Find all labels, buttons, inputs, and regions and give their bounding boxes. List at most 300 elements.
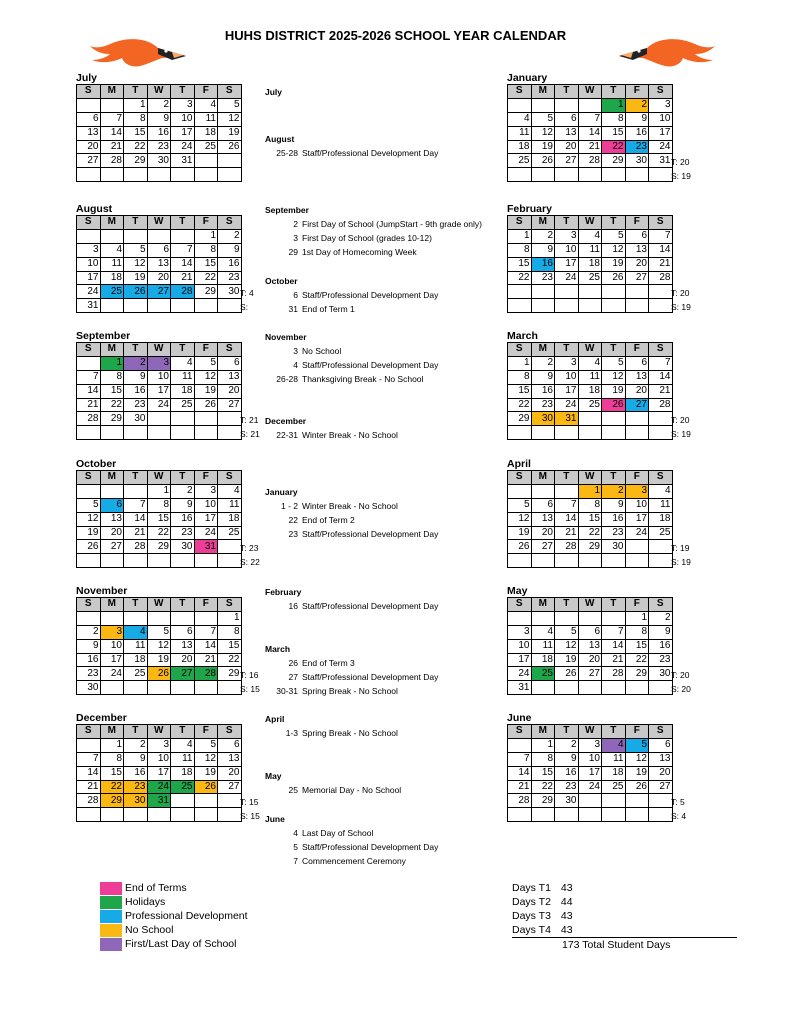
weekday-header: S — [508, 343, 532, 357]
day-cell — [508, 611, 532, 625]
day-cell: 7 — [578, 112, 602, 126]
day-cell: 19 — [194, 766, 218, 780]
day-cell: 28 — [508, 794, 532, 808]
day-cell: 12 — [124, 257, 148, 271]
legend-swatch — [100, 882, 122, 895]
legend-swatch — [100, 924, 122, 937]
day-cell: 10 — [625, 498, 649, 512]
legend-swatch — [100, 896, 122, 909]
day-cell: 22 — [147, 526, 171, 540]
day-cell — [531, 484, 555, 498]
day-cell: 9 — [649, 625, 673, 639]
day-cell: 14 — [77, 766, 101, 780]
day-cell — [508, 98, 532, 112]
event-text: Spring Break - No School — [302, 686, 398, 696]
event-month-heading: June — [265, 814, 285, 824]
event-text: Staff/Professional Development Day — [302, 842, 439, 852]
event-item — [262, 373, 423, 385]
month-name: May — [507, 585, 528, 597]
day-cell — [578, 426, 602, 440]
day-cell: 21 — [602, 653, 626, 667]
month-grid — [76, 84, 242, 182]
day-cell — [602, 808, 626, 822]
day-cell: 30 — [531, 412, 555, 426]
day-cell: 13 — [555, 126, 579, 140]
day-cell: 17 — [77, 271, 101, 285]
teacher-days-count: T: 21 — [240, 414, 259, 425]
day-cell: 4 — [218, 484, 242, 498]
month-name: January — [507, 72, 548, 84]
weekday-header: S — [649, 343, 673, 357]
day-cell: 13 — [218, 752, 242, 766]
day-cell: 2 — [124, 738, 148, 752]
day-cell: 17 — [508, 653, 532, 667]
day-cell: 17 — [555, 384, 579, 398]
day-cell: 18 — [124, 653, 148, 667]
weekday-header: W — [147, 343, 171, 357]
day-cell: 21 — [649, 384, 673, 398]
day-cell: 17 — [100, 653, 124, 667]
day-cell: 7 — [124, 498, 148, 512]
day-cell: 29 — [147, 540, 171, 554]
day-cell: 27 — [171, 667, 195, 681]
day-cell: 7 — [649, 356, 673, 370]
weekday-header: T — [602, 471, 626, 485]
day-cell: 25 — [124, 667, 148, 681]
day-cell — [77, 426, 101, 440]
weekday-header: T — [555, 343, 579, 357]
day-cell: 30 — [147, 154, 171, 168]
day-cell — [194, 154, 218, 168]
month-january — [507, 72, 673, 182]
day-cell: 10 — [555, 370, 579, 384]
day-cell: 22 — [508, 271, 532, 285]
event-item — [262, 841, 438, 853]
day-cell: 7 — [649, 229, 673, 243]
day-cell: 6 — [218, 738, 242, 752]
weekday-header: W — [147, 725, 171, 739]
day-cell — [124, 808, 148, 822]
weekday-header: M — [100, 216, 124, 230]
day-cell: 28 — [100, 154, 124, 168]
day-cell — [625, 808, 649, 822]
event-text: Staff/Professional Development Day — [302, 360, 439, 370]
day-cell: 10 — [147, 752, 171, 766]
day-cell: 18 — [171, 384, 195, 398]
day-cell: 16 — [649, 639, 673, 653]
event-text: End of Term 1 — [302, 304, 355, 314]
event-month-heading: October — [265, 276, 298, 286]
weekday-header: T — [124, 343, 148, 357]
day-cell: 10 — [555, 243, 579, 257]
day-cell: 6 — [100, 498, 124, 512]
day-cell: 17 — [147, 766, 171, 780]
event-item — [262, 855, 406, 867]
weekday-header: W — [578, 598, 602, 612]
day-cell: 21 — [171, 271, 195, 285]
day-cell: 11 — [508, 126, 532, 140]
day-cell: 11 — [171, 370, 195, 384]
weekday-header: T — [124, 598, 148, 612]
day-cell: 14 — [555, 512, 579, 526]
day-cell: 3 — [555, 356, 579, 370]
event-item — [262, 784, 401, 796]
legend-item — [100, 881, 248, 895]
month-grid — [76, 724, 242, 822]
day-cell — [555, 168, 579, 182]
event-text: Last Day of School — [302, 828, 374, 838]
day-cell: 19 — [218, 126, 242, 140]
day-cell: 12 — [531, 126, 555, 140]
day-cell: 27 — [555, 154, 579, 168]
student-days-count: S: 15 — [240, 683, 260, 694]
day-cell: 11 — [531, 639, 555, 653]
day-cell — [602, 299, 626, 313]
day-cell: 9 — [531, 243, 555, 257]
legend-label: No School — [125, 924, 174, 936]
event-month-heading: August — [265, 134, 295, 144]
day-cell: 20 — [625, 257, 649, 271]
day-cell: 29 — [218, 667, 242, 681]
day-cell: 21 — [555, 526, 579, 540]
day-cell — [77, 484, 101, 498]
weekday-header: S — [508, 725, 532, 739]
day-cell — [100, 299, 124, 313]
day-cell: 27 — [77, 154, 101, 168]
student-days-count: S: 20 — [671, 683, 691, 694]
weekday-header: S — [508, 598, 532, 612]
month-grid — [76, 470, 242, 568]
weekday-header: S — [508, 471, 532, 485]
day-cell: 30 — [77, 681, 101, 695]
event-month-heading: September — [265, 205, 309, 215]
day-cell: 10 — [578, 752, 602, 766]
day-cell: 19 — [508, 526, 532, 540]
day-cell: 5 — [531, 112, 555, 126]
day-cell — [625, 426, 649, 440]
day-cell: 31 — [171, 154, 195, 168]
day-cell: 21 — [77, 398, 101, 412]
event-month-heading: July — [265, 87, 283, 97]
day-cell: 20 — [171, 653, 195, 667]
day-cell — [508, 554, 532, 568]
day-cell — [649, 168, 673, 182]
day-cell: 22 — [100, 780, 124, 794]
event-item — [262, 514, 355, 526]
day-cell: 17 — [555, 257, 579, 271]
day-cell: 20 — [218, 384, 242, 398]
day-cell: 13 — [625, 370, 649, 384]
day-cell: 31 — [147, 794, 171, 808]
day-cell: 11 — [124, 639, 148, 653]
event-item — [262, 345, 341, 357]
day-cell — [531, 168, 555, 182]
day-cell — [100, 554, 124, 568]
day-cell: 24 — [171, 140, 195, 154]
day-cell: 7 — [100, 112, 124, 126]
day-cell: 8 — [625, 625, 649, 639]
day-cell: 15 — [508, 257, 532, 271]
day-cell: 20 — [649, 766, 673, 780]
day-cell: 24 — [625, 526, 649, 540]
month-grid — [76, 215, 242, 313]
day-cell: 29 — [100, 794, 124, 808]
weekday-header: T — [171, 343, 195, 357]
weekday-header: W — [147, 85, 171, 99]
day-cell: 3 — [100, 625, 124, 639]
day-cell: 20 — [100, 526, 124, 540]
weekday-header: T — [555, 725, 579, 739]
event-item — [262, 218, 482, 230]
weekday-header: S — [77, 343, 101, 357]
day-cell — [555, 299, 579, 313]
day-cell — [218, 540, 242, 554]
event-date: 3 — [293, 346, 298, 356]
event-date: 31 — [288, 304, 298, 314]
legend-swatch — [100, 938, 122, 951]
day-cell: 16 — [77, 653, 101, 667]
weekday-header: M — [531, 725, 555, 739]
day-cell — [578, 794, 602, 808]
weekday-header: T — [555, 598, 579, 612]
day-cell — [625, 285, 649, 299]
month-name: September — [76, 330, 131, 342]
day-cell: 15 — [625, 639, 649, 653]
weekday-header: F — [625, 216, 649, 230]
month-february — [507, 203, 673, 313]
day-cell: 14 — [649, 370, 673, 384]
event-item — [262, 359, 438, 371]
month-name: February — [507, 203, 552, 215]
day-cell: 19 — [602, 257, 626, 271]
day-cell: 12 — [194, 370, 218, 384]
day-cell: 29 — [578, 540, 602, 554]
day-cell: 26 — [602, 271, 626, 285]
day-cell: 16 — [124, 384, 148, 398]
day-cell: 14 — [578, 126, 602, 140]
day-cell: 3 — [578, 738, 602, 752]
legend — [100, 881, 248, 951]
day-cell: 4 — [602, 738, 626, 752]
day-cell: 26 — [77, 540, 101, 554]
day-cell — [649, 426, 673, 440]
day-cell: 23 — [124, 398, 148, 412]
day-cell: 12 — [602, 243, 626, 257]
day-cell: 21 — [124, 526, 148, 540]
day-cell: 23 — [77, 667, 101, 681]
day-cell: 22 — [602, 140, 626, 154]
event-text: First Day of School (JumpStart - 9th grade only) — [302, 219, 482, 229]
day-cell: 4 — [578, 356, 602, 370]
event-date: 1 - 2 — [280, 501, 298, 511]
event-text: Winter Break - No School — [302, 501, 398, 511]
day-cell — [77, 554, 101, 568]
phoenix-logo-left — [88, 34, 188, 74]
day-cell — [578, 299, 602, 313]
day-cell: 11 — [602, 752, 626, 766]
day-cell: 21 — [578, 140, 602, 154]
day-cell: 23 — [555, 780, 579, 794]
day-cell — [218, 554, 242, 568]
day-cell — [555, 808, 579, 822]
day-cell: 14 — [194, 639, 218, 653]
day-cell — [218, 154, 242, 168]
day-cell: 16 — [171, 512, 195, 526]
day-cell — [147, 611, 171, 625]
day-cell: 5 — [555, 625, 579, 639]
weekday-header: F — [194, 216, 218, 230]
weekday-header: W — [147, 471, 171, 485]
day-cell: 25 — [578, 398, 602, 412]
day-cell: 8 — [508, 370, 532, 384]
day-cell: 21 — [77, 780, 101, 794]
event-text: Thanksgiving Break - No School — [302, 374, 424, 384]
day-cell: 31 — [194, 540, 218, 554]
day-cell: 13 — [171, 639, 195, 653]
day-cell: 1 — [625, 611, 649, 625]
day-cell: 24 — [578, 780, 602, 794]
day-cell: 27 — [625, 271, 649, 285]
day-cell: 19 — [555, 653, 579, 667]
days-label: Days T1 — [512, 882, 551, 894]
day-cell — [100, 681, 124, 695]
day-cell: 10 — [100, 639, 124, 653]
day-cell — [77, 98, 101, 112]
day-cell: 17 — [625, 512, 649, 526]
day-cell — [100, 168, 124, 182]
legend-label: End of Terms — [125, 882, 187, 894]
month-december — [76, 712, 242, 822]
day-cell — [171, 611, 195, 625]
weekday-header: M — [100, 598, 124, 612]
day-cell: 6 — [171, 625, 195, 639]
day-cell: 13 — [147, 257, 171, 271]
month-grid — [76, 597, 242, 695]
day-cell: 6 — [625, 356, 649, 370]
event-date: 2 — [293, 219, 298, 229]
day-cell: 2 — [77, 625, 101, 639]
day-cell — [531, 285, 555, 299]
day-cell: 30 — [625, 154, 649, 168]
day-cell: 24 — [555, 398, 579, 412]
day-cell: 27 — [218, 780, 242, 794]
day-cell: 25 — [218, 526, 242, 540]
weekday-header: S — [218, 598, 242, 612]
day-cell: 15 — [100, 766, 124, 780]
day-cell: 7 — [602, 625, 626, 639]
month-grid — [507, 597, 673, 695]
weekday-header: W — [147, 598, 171, 612]
day-cell — [625, 540, 649, 554]
event-item — [262, 429, 398, 441]
day-cell — [508, 808, 532, 822]
day-cell: 1 — [124, 98, 148, 112]
event-month-heading: May — [265, 771, 282, 781]
day-cell — [578, 808, 602, 822]
day-cell: 10 — [147, 370, 171, 384]
day-cell: 23 — [625, 140, 649, 154]
day-cell — [77, 611, 101, 625]
day-cell: 9 — [531, 370, 555, 384]
event-text: First Day of School (grades 10-12) — [302, 233, 432, 243]
day-cell: 19 — [602, 384, 626, 398]
event-item — [262, 246, 417, 258]
day-cell: 6 — [218, 356, 242, 370]
day-cell — [508, 168, 532, 182]
day-cell: 14 — [77, 384, 101, 398]
day-cell: 26 — [508, 540, 532, 554]
weekday-header: T — [171, 471, 195, 485]
day-cell: 8 — [531, 752, 555, 766]
day-cell — [124, 554, 148, 568]
event-item — [262, 827, 373, 839]
day-cell — [100, 426, 124, 440]
day-cell: 25 — [531, 667, 555, 681]
day-cell: 9 — [124, 370, 148, 384]
month-grid — [507, 470, 673, 568]
day-cell: 1 — [531, 738, 555, 752]
event-text: Commencement Ceremony — [302, 856, 406, 866]
teacher-days-count: T: 23 — [240, 542, 259, 553]
day-cell — [124, 426, 148, 440]
day-cell: 26 — [218, 140, 242, 154]
weekday-header: S — [649, 725, 673, 739]
day-cell: 29 — [625, 667, 649, 681]
day-cell: 22 — [100, 398, 124, 412]
day-cell: 26 — [147, 667, 171, 681]
legend-item — [100, 923, 248, 937]
month-may — [507, 585, 673, 695]
day-cell: 21 — [508, 780, 532, 794]
day-cell: 7 — [171, 243, 195, 257]
day-cell: 9 — [171, 498, 195, 512]
day-cell: 28 — [578, 154, 602, 168]
weekday-header: M — [100, 85, 124, 99]
days-row — [512, 881, 737, 895]
day-cell: 25 — [100, 285, 124, 299]
day-cell: 5 — [147, 625, 171, 639]
day-cell: 22 — [124, 140, 148, 154]
weekday-header: F — [194, 725, 218, 739]
teacher-days-count: T: 4 — [240, 287, 254, 298]
day-cell: 24 — [508, 667, 532, 681]
day-cell: 30 — [171, 540, 195, 554]
day-cell: 30 — [124, 412, 148, 426]
month-name: August — [76, 203, 113, 215]
day-cell: 7 — [194, 625, 218, 639]
day-cell: 2 — [531, 229, 555, 243]
teacher-days-count: T: 16 — [240, 669, 259, 680]
teacher-days-count: T: 20 — [671, 156, 690, 167]
day-cell — [218, 681, 242, 695]
day-cell: 6 — [649, 738, 673, 752]
day-cell: 15 — [194, 257, 218, 271]
day-cell: 28 — [77, 794, 101, 808]
teacher-days-count: T: 20 — [671, 287, 690, 298]
day-cell — [218, 426, 242, 440]
day-cell: 9 — [77, 639, 101, 653]
day-cell — [194, 426, 218, 440]
month-grid — [507, 724, 673, 822]
day-cell: 27 — [100, 540, 124, 554]
day-cell: 31 — [77, 299, 101, 313]
day-cell: 25 — [171, 780, 195, 794]
day-cell — [147, 808, 171, 822]
day-cell: 1 — [100, 738, 124, 752]
month-name: November — [76, 585, 128, 597]
event-item — [262, 600, 438, 612]
day-cell — [147, 168, 171, 182]
